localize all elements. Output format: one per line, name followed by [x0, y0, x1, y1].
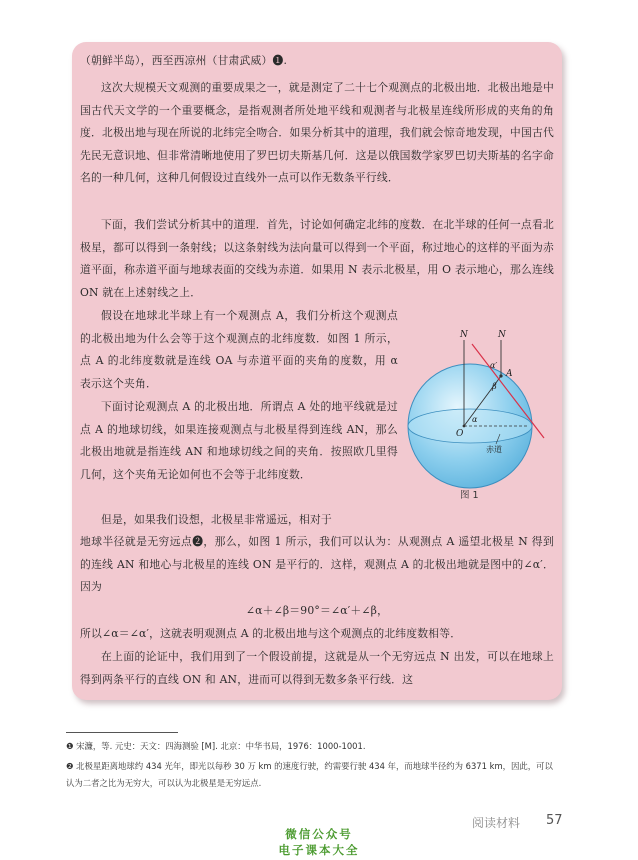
watermark-line-2: 电子课本大全 — [278, 843, 360, 857]
section-label: 阅读材料 — [472, 816, 521, 830]
point-O — [463, 425, 466, 428]
label-N-right: N — [498, 330, 506, 340]
page-number: 57 — [546, 813, 563, 828]
point-A — [499, 374, 502, 377]
formula: ∠α＋∠β＝90°＝∠α′＋∠β， — [245, 604, 389, 617]
paragraph-3: 假设在地球北半球上有一个观测点 A，我们分析这个观测点的北极出地为什么会等于这个观测点的北纬度数．如图 1 所示，点 A 的北纬度数就是连线 OA 与赤道平面的夹角的度数，用 α 表示这个夹角． — [80, 309, 398, 390]
paragraph-2: 下面，我们尝试分析其中的道理．首先，讨论如何确定北纬的度数．在北半球的任何一点看北极星，都可以得到一条射线；以这条射线为法向量可以得到一个平面，称过地心的这样的平面为赤道平面，称赤道平面与地球表面的交线为赤道．如果用 N 表示北极星，用 O 表示地心，那么连线 ON 就在上述射线之上． — [80, 218, 554, 299]
paragraph-5-start: 但是，如果我们设想，北极星非常遥远，相对于 — [101, 513, 332, 526]
label-equator: 赤道 — [486, 445, 502, 454]
label-alpha: α — [472, 415, 478, 424]
paragraph-5-continued: 地球半径就是无穷远点❷，那么，如图 1 所示，我们可以认为：从观测点 A 遥望北极星 N 得到的连线 AN 和地心与北极星的连线 ON 是平行的．这样，观测点 A 的北极出地就是图中的∠α′．因为 — [80, 535, 554, 594]
label-alpha-prime: α′ — [490, 361, 498, 370]
label-N-left: N — [460, 330, 468, 340]
footnote-divider — [66, 732, 178, 733]
paragraph-4: 下面讨论观测点 A 的北极出地．所谓点 A 处的地平线就是过点 A 的地球切线，如果连接观测点与北极星得到连线 AN，那么北极出地就是指连线 AN 和地球切线之间的夹角．按照欧几里得几何，这个夹角无论如何也不会等于北纬度数． — [80, 400, 398, 481]
label-A: A — [506, 369, 513, 379]
label-beta: β — [492, 382, 497, 391]
footnote-2: ❷ 北极星距离地球约 434 光年，即光以每秒 30 万 km 的速度行驶，约需要行驶 434 年，而地球半径约为 6371 km，因此，可以认为二者之比为无穷大，可以认为北极星是无穷远点. — [66, 761, 553, 788]
footnote-1: ❶ 宋濂，等. 元史：天文：四海测验 [M]. 北京：中华书局，1976：1000-1001. — [66, 741, 366, 751]
figure-caption: 图 1 — [460, 490, 479, 501]
paragraph-1: 这次大规模天文观测的重要成果之一，就是测定了二十七个观测点的北极出地．北极出地是中国古代天文学的一个重要概念，是指观测者所处地平线和观测者与北极星连线所形成的夹角的角度．北极出地与现在所说的北纬完全吻合．如果分析其中的道理，我们就会惊奇地发现，中国古代先民无意识地、但非常清晰地使用了罗巴切夫斯基几何．这是以俄国数学家罗巴切夫斯基的名字命名的一种几何，这种几何假设过直线外一点可以作无数条平行线． — [80, 81, 554, 185]
paragraph-7: 在上面的论证中，我们用到了一个假设前提，这就是从一个无穷远点 N 出发，可以在地球上得到两条平行的直线 ON 和 AN，进而可以得到无数多条平行线．这 — [80, 650, 554, 686]
label-O: O — [456, 429, 464, 439]
paragraph-0: （朝鲜半岛），西至西凉州（甘肃武威）❶. — [80, 54, 288, 67]
paragraph-6: 所以∠α＝∠α′，这就表明观测点 A 的北极出地与这个观测点的北纬度数相等． — [80, 627, 462, 640]
watermark-line-1: 微信公众号 — [285, 827, 353, 841]
